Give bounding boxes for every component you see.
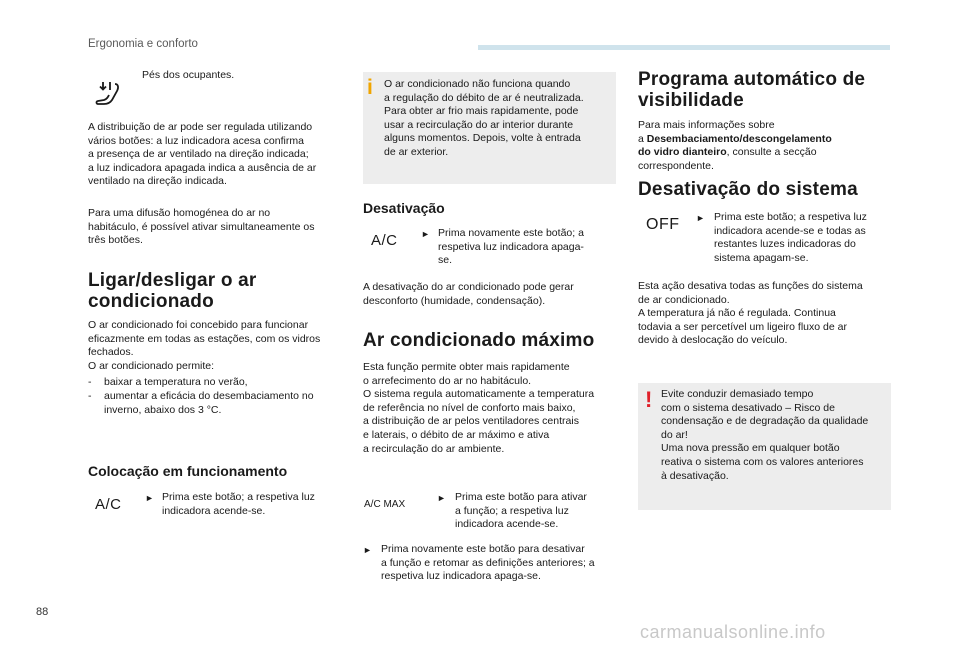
list-item-winter: aumentar a eficácia do desembaciamento no inverno, abaixo dos 3 °C. bbox=[104, 390, 314, 416]
paragraph-deactivation: A desativação do ar condicionado pode gerar desconforto (humidade, condensação). bbox=[363, 281, 574, 307]
off-instruction: Prima este botão; a respetiva luz indicadora acende-se e todas as restantes luzes indicadoras do sistema apagam-se. bbox=[714, 211, 867, 264]
watermark: carmanualsonline.info bbox=[640, 622, 826, 642]
feet-caption: Pés dos ocupantes. bbox=[142, 69, 235, 81]
ac-button-icon: A/C bbox=[95, 496, 122, 513]
list-item-summer: baixar a temperatura no verão, bbox=[104, 376, 248, 388]
triangle-bullet-icon: ► bbox=[145, 493, 154, 503]
heading-colocacao: Colocação em funcionamento bbox=[88, 463, 288, 479]
heading-programa-visibilidade: Programa automático de visibilidade bbox=[638, 69, 866, 111]
info-note-text: O ar condicionado não funciona quando a regulação do débito de ar é neutralizada. Para obter ar frio mais rapidamente, pode usar a recirculação do ar interior durante alguns momentos. Depois, volte à entrada de ar exterior. bbox=[384, 78, 584, 158]
triangle-bullet-icon: ► bbox=[696, 213, 705, 223]
programa-tail: , consulte a secção correspondente. bbox=[638, 146, 817, 172]
ac-max-off-instruction: Prima novamente este botão para desativar a função e retomar as definições anteriores; a respetiva luz indicadora apaga-se. bbox=[381, 543, 595, 583]
ac-max-button-icon: A/C MAX bbox=[364, 499, 406, 510]
paragraph-homogeneous: Para uma difusão homogénea do ar no habitáculo, é possível ativar simultaneamente os três botões. bbox=[88, 207, 315, 247]
page-number: 88 bbox=[36, 606, 49, 618]
ac-max-on-instruction: Prima este botão para ativar a função; a respetiva luz indicadora acende-se. bbox=[455, 491, 587, 531]
programa-line2 bbox=[638, 133, 888, 174]
feet-airflow-icon bbox=[94, 80, 124, 108]
section-bar bbox=[478, 45, 890, 50]
paragraph-ac-max: Esta função permite obter mais rapidamente o arrefecimento do ar no habitáculo. O sistema regula automaticamente a temperatura de referência no nível de conforto mais baixo, a distribuição de ar pelos ventiladores centrais e laterais, o débito de ar máximo e ativa a recirculação do ar ambiente. bbox=[363, 361, 595, 455]
list-dash: - bbox=[88, 390, 92, 402]
off-button-icon: OFF bbox=[646, 216, 680, 233]
paragraph-ac-design: O ar condicionado foi concebido para funcionar eficazmente em todas as estações, com os vidros fechados. O ar condicionado permite: bbox=[88, 319, 321, 372]
programa-bold-link: Desembaciamento/descongelamento do vidro dianteiro bbox=[638, 132, 832, 159]
paragraph-off-effect: Esta ação desativa todas as funções do sistema de ar condicionado. A temperatura já não é regulada. Continua todavia a ser percetível um ligeiro fluxo de ar devido à deslocação do veículo. bbox=[638, 280, 863, 347]
ac-button-icon: A/C bbox=[371, 232, 398, 249]
triangle-bullet-icon: ► bbox=[421, 229, 430, 239]
triangle-bullet-icon: ► bbox=[363, 545, 372, 555]
paragraph-programa bbox=[638, 119, 888, 173]
programa-prefix: a bbox=[638, 132, 647, 145]
warning-note-text: Evite conduzir demasiado tempo com o sistema desativado – Risco de condensação e de degradação da qualidade do ar! Uma nova pressão em qualquer botão reativa o sistema com os valores anteriores à desativação. bbox=[661, 388, 869, 482]
programa-line1: Para mais informações sobre bbox=[638, 119, 775, 131]
triangle-bullet-icon: ► bbox=[437, 493, 446, 503]
heading-ligar-desligar: Ligar/desligar o ar condicionado bbox=[88, 270, 257, 312]
heading-ac-max: Ar condicionado máximo bbox=[363, 330, 595, 351]
section-title: Ergonomia e conforto bbox=[88, 38, 198, 50]
list-dash: - bbox=[88, 376, 92, 388]
ac-off-instruction: Prima novamente este botão; a respetiva luz indicadora apaga- se. bbox=[438, 227, 584, 267]
ac-on-instruction: Prima este botão; a respetiva luz indicadora acende-se. bbox=[162, 491, 315, 517]
info-icon: i bbox=[367, 76, 373, 99]
warning-icon: ! bbox=[645, 387, 653, 412]
paragraph-distribution: A distribuição de ar pode ser regulada utilizando vários botões: a luz indicadora acesa confirma a presença de ar ventilado na direção indicada; a luz indicadora apagada indica a ausência de ar ventilado na direção indicada. bbox=[88, 121, 317, 188]
heading-desativacao: Desativação bbox=[363, 200, 445, 216]
heading-desativacao-sistema: Desativação do sistema bbox=[638, 179, 858, 200]
